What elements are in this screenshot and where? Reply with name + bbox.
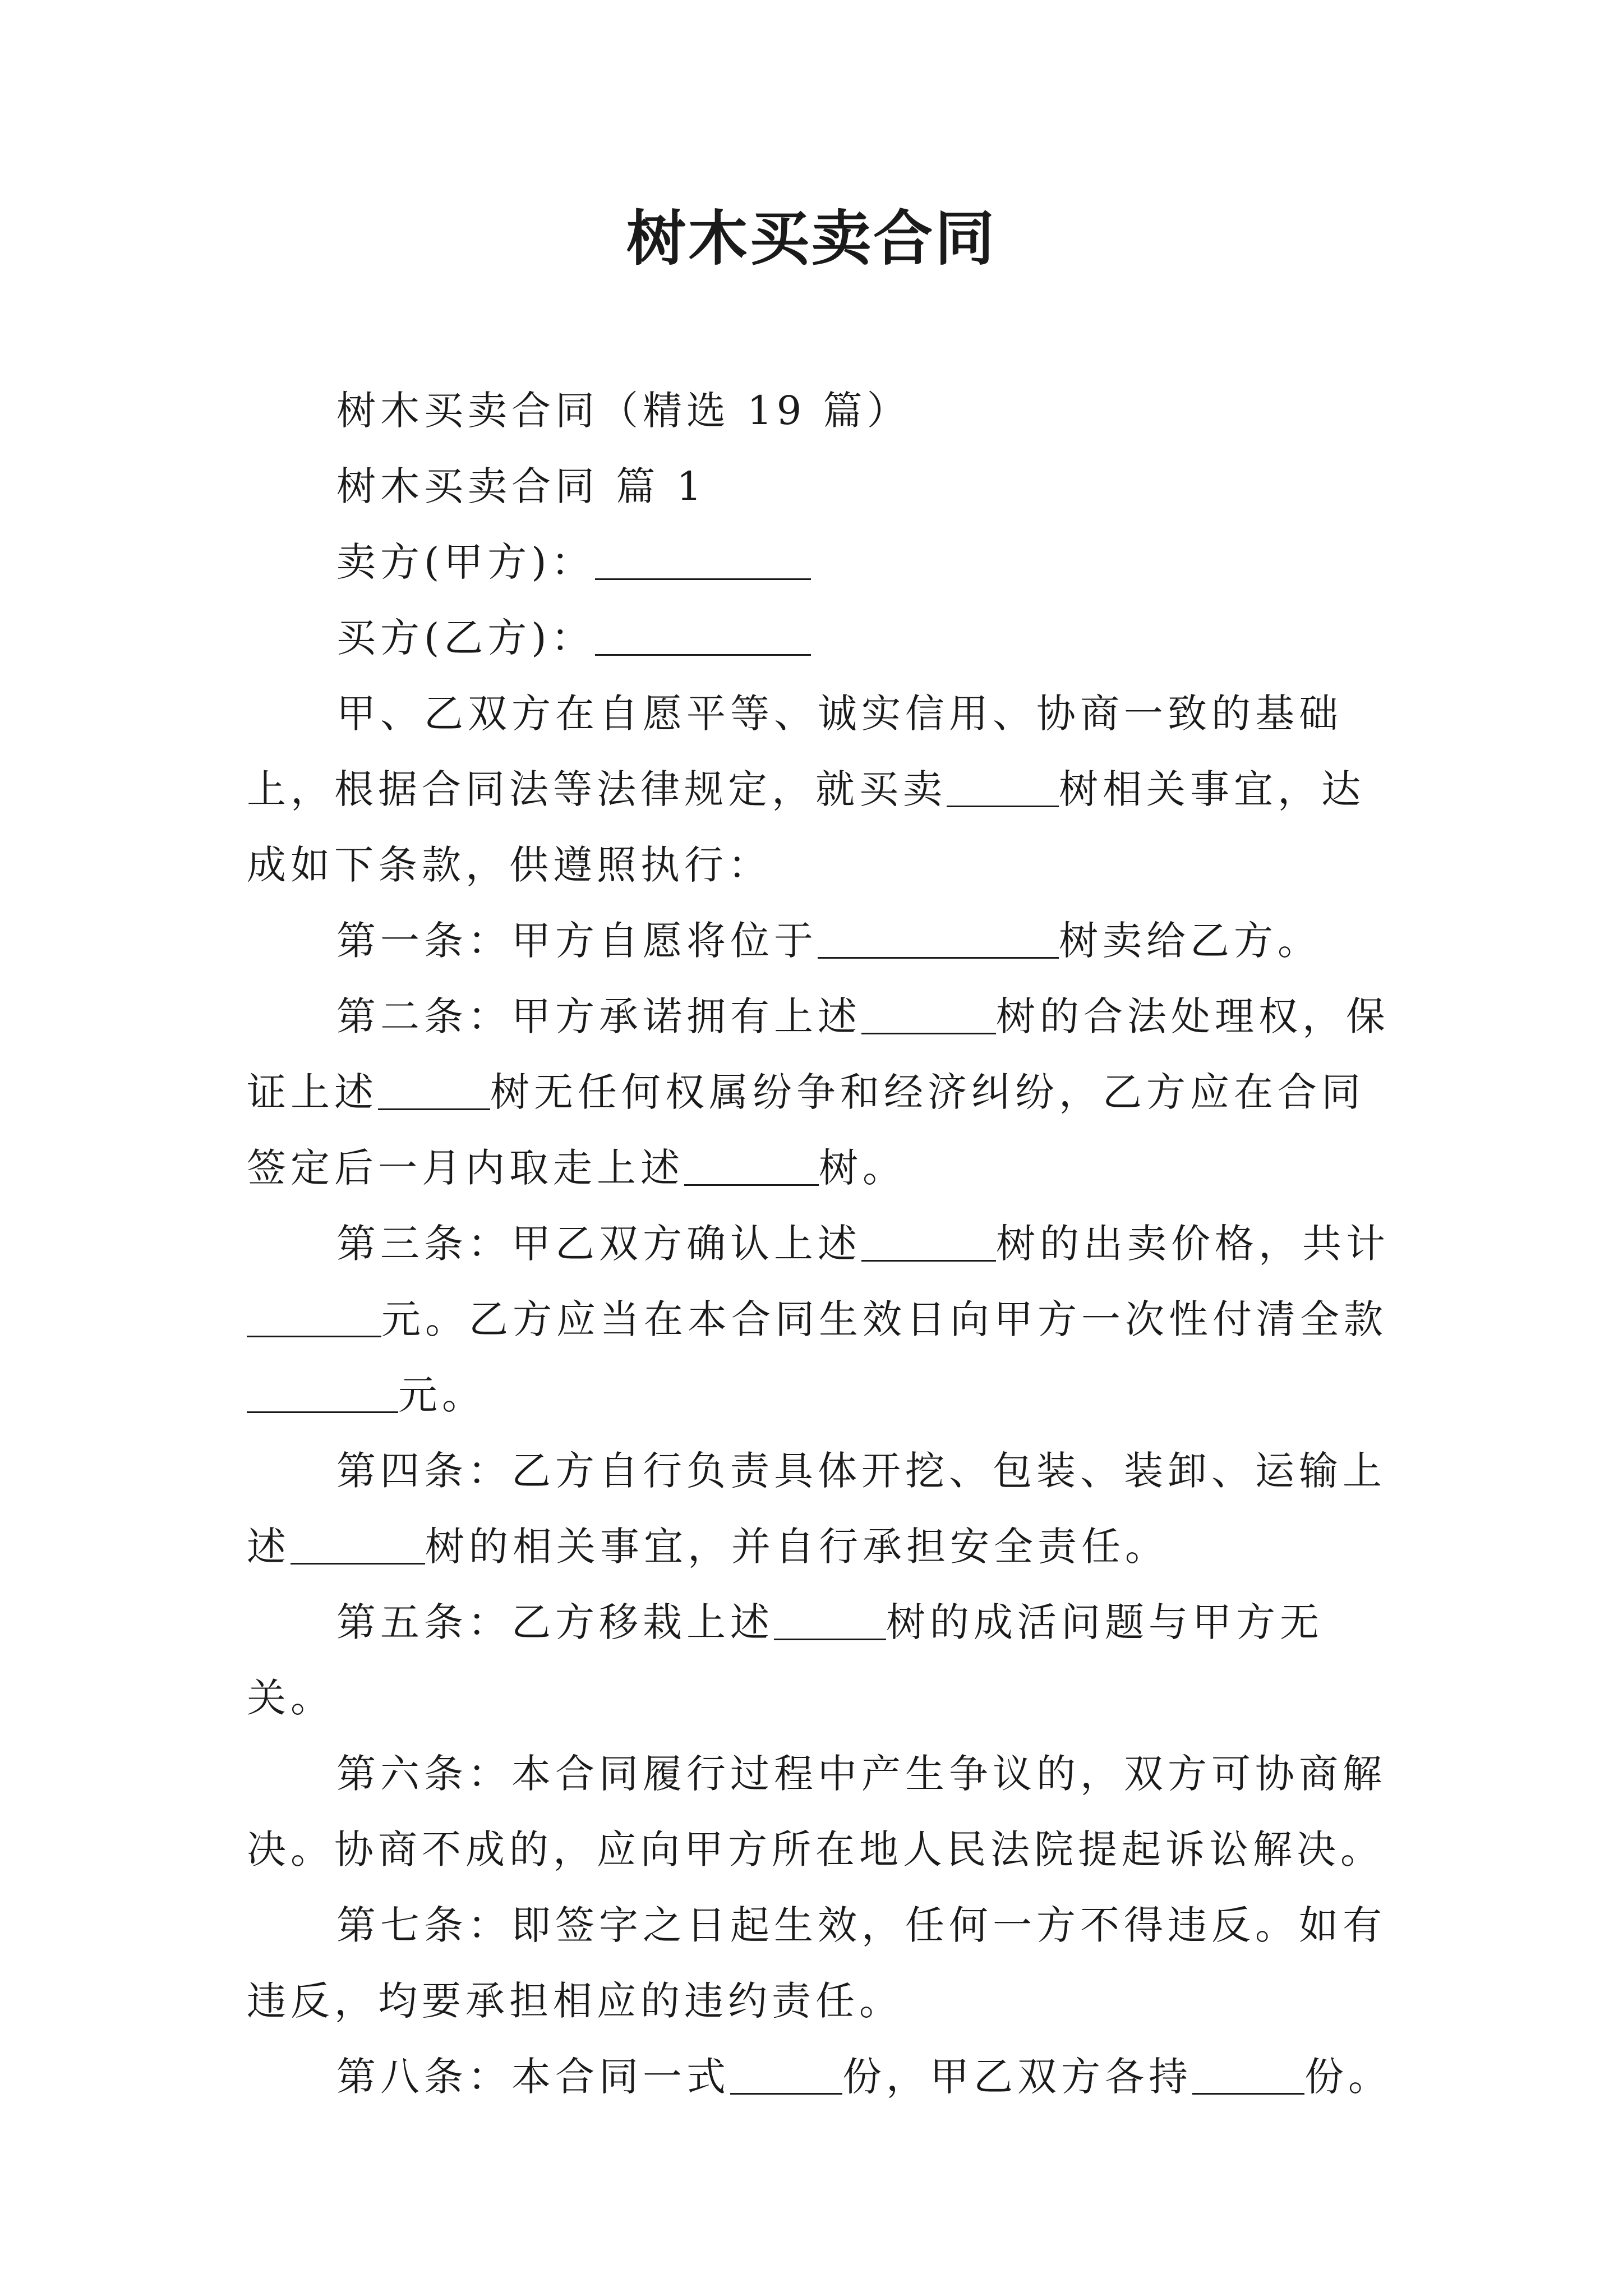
article-1-text-b: 树卖给乙方。 (1059, 918, 1321, 964)
chapter-text: 树木买卖合同 篇 1 (336, 463, 707, 509)
article-3-text-c: 元。乙方应当在本合同生效日向甲方一次性付清全款 (381, 1296, 1387, 1342)
chapter-heading (247, 449, 1402, 524)
copies-total-blank (730, 2056, 842, 2095)
article-2-text-d: 树。 (819, 1145, 906, 1191)
seller-label: 卖方(甲方)： (336, 539, 595, 585)
article-4-blank (291, 1526, 425, 1565)
location-blank (818, 920, 1059, 959)
article-1-text-a: 第一条：甲方自愿将位于 (336, 918, 818, 964)
article-8-text-a: 第八条：本合同一式 (336, 2054, 730, 2100)
article-3-text-b: 树的出卖价格，共计 (996, 1221, 1390, 1267)
intro-text-b: 树相关事宜，达成如下条款，供遵照执行： (247, 766, 1365, 888)
article-5-text-a: 第五条：乙方移栽上述 (336, 1599, 774, 1645)
copies-each-blank (1192, 2056, 1304, 2095)
article-8 (247, 2039, 1402, 2115)
article-1 (247, 903, 1402, 979)
article-2-text-c: 树无任何权属纷争和经济纠纷，乙方应在合同签定后一月内取走上述 (247, 1069, 1365, 1191)
article-2-text-a: 第二条：甲方承诺拥有上述 (336, 993, 861, 1039)
subtitle-line (247, 373, 1402, 449)
article-7-text: 第七条：即签字之日起生效，任何一方不得违反。如有违反，均要承担相应的违约责任。 (247, 1902, 1386, 2024)
intro-paragraph (247, 676, 1402, 903)
buyer-label: 买方(乙方)： (336, 615, 595, 661)
seller-blank (595, 541, 811, 581)
article-3-blank-1 (861, 1223, 996, 1262)
article-6 (247, 1736, 1402, 1888)
article-4-text-a: 第四条：乙方自行负责具体开挖、包装、装卸、运输上述 (247, 1448, 1386, 1570)
buyer-line (247, 600, 1402, 676)
article-8-text-c: 份。 (1304, 2054, 1392, 2100)
article-3-text-a: 第三条：甲乙双方确认上述 (336, 1221, 861, 1267)
article-2-blank-2 (378, 1071, 490, 1111)
article-3-text-d: 元。 (398, 1372, 486, 1418)
seller-line (247, 524, 1402, 600)
document-body (247, 373, 1402, 2115)
intro-text-a: 甲、乙双方在自愿平等、诚实信用、协商一致的基础上，根据合同法等法律规定，就买卖 (247, 691, 1343, 812)
article-5-blank (774, 1602, 886, 1641)
article-7 (247, 1888, 1402, 2039)
article-6-text: 第六条：本合同履行过程中产生争议的，双方可协商解决。协商不成的，应向甲方所在地人民法院提起诉讼解决。 (247, 1751, 1386, 1872)
document-title: 树木买卖合同 (626, 203, 997, 273)
article-8-text-b: 份，甲乙双方各持 (842, 2054, 1192, 2100)
article-5-text-b: 树的成活问题与甲方无关。 (247, 1599, 1324, 1721)
article-5 (247, 1585, 1402, 1736)
article-2 (247, 979, 1402, 1206)
article-4-text-b: 树的相关事宜，并自行承担安全责任。 (425, 1524, 1169, 1570)
article-3 (247, 1206, 1402, 1433)
total-price-blank (247, 1299, 381, 1338)
full-payment-blank (247, 1374, 398, 1414)
article-2-blank-3 (684, 1147, 819, 1186)
buyer-blank (595, 617, 811, 656)
subtitle-text: 树木买卖合同（精选 19 篇） (336, 388, 911, 434)
article-4 (247, 1433, 1402, 1585)
article-2-blank-1 (861, 996, 996, 1035)
tree-type-blank (947, 769, 1059, 808)
article-2-text-b: 树的合法处理权，保证上述 (247, 993, 1390, 1115)
